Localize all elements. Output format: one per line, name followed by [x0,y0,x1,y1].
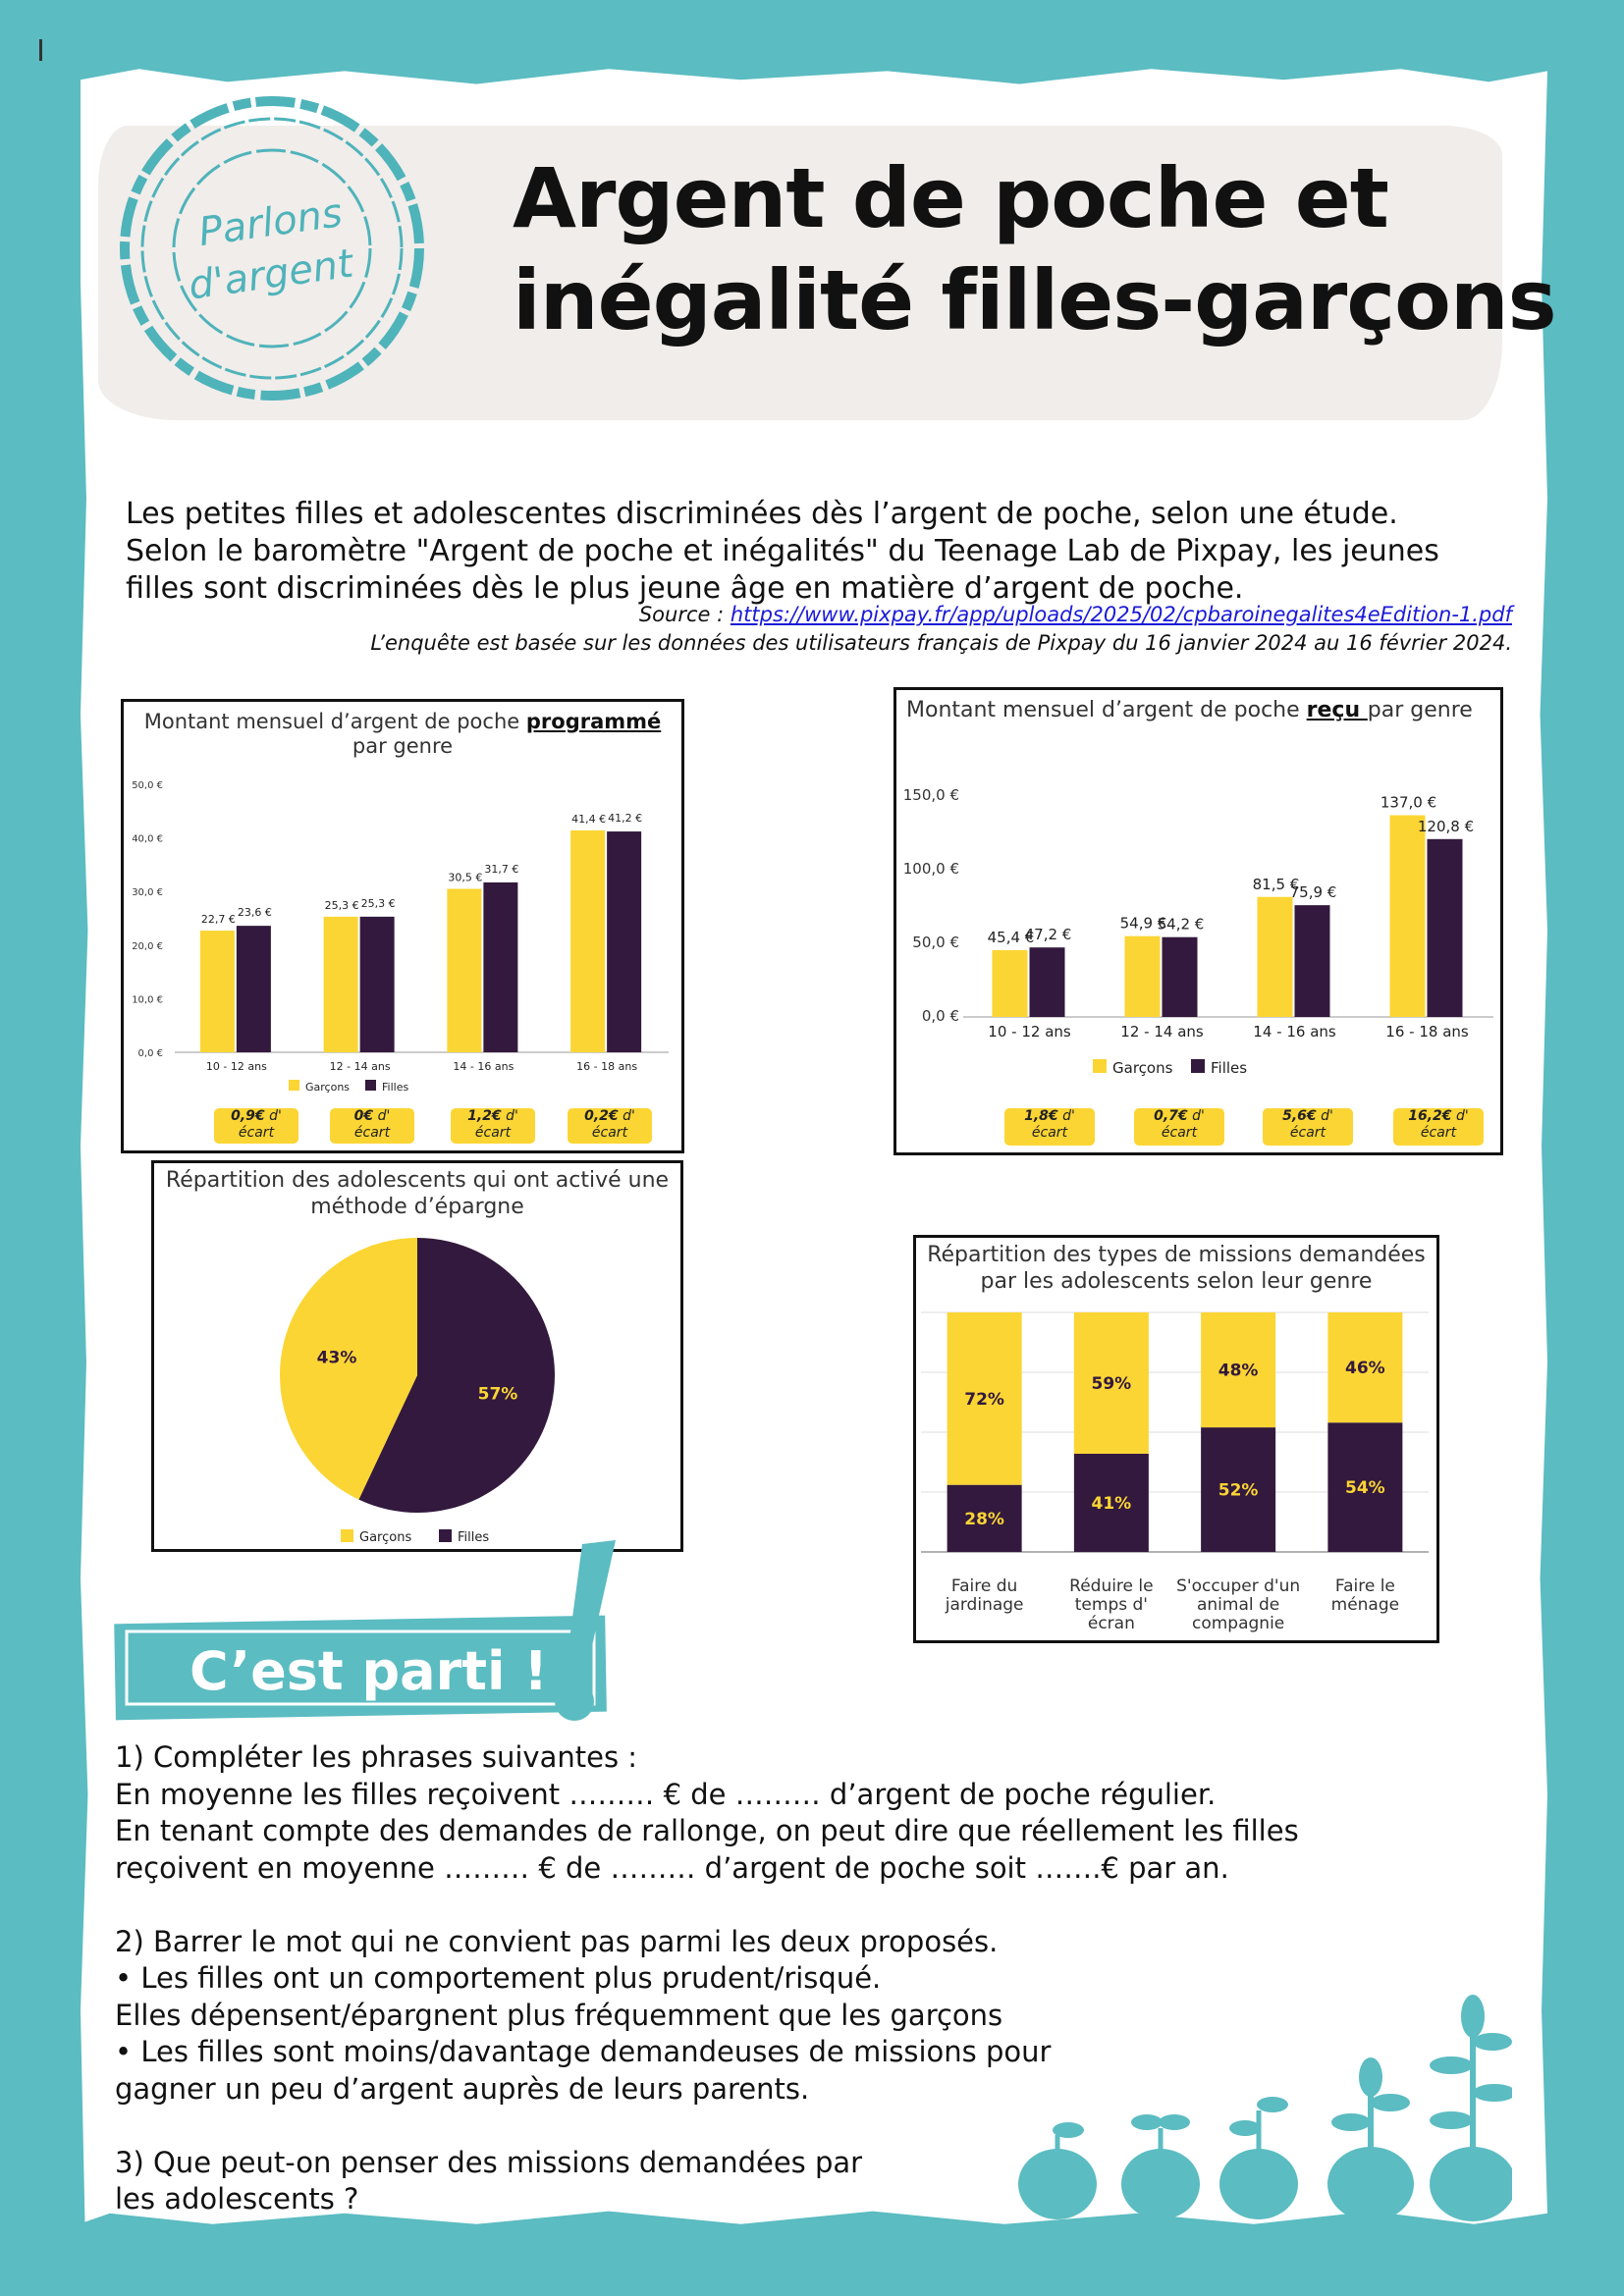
pie-slice-label: 43% [316,1348,357,1368]
x-tick-label: temps d' [1074,1595,1148,1615]
bar-filles [1295,905,1330,1017]
legend-label: Filles [458,1530,490,1545]
x-tick-label: Faire du [950,1576,1018,1596]
plants-decoration [1001,1983,1512,2228]
y-tick-label: 10,0 € [132,994,163,1006]
plant-pot-icon [1219,2097,1298,2219]
page-marker [39,39,42,61]
bar-value-label: 25,3 € [324,898,359,912]
y-tick-label: 20,0 € [132,940,163,952]
question-1-title: 1) Compléter les phrases suivantes : [115,1740,638,1774]
bar-filles [1163,937,1198,1017]
x-tick-label: 10 - 12 ans [205,1060,267,1073]
chart-programmed-plot [124,702,681,1150]
chart-received-plot [896,690,1500,1152]
bar-value-label: 41,2 € [608,812,643,826]
legend-label: Filles [1211,1059,1248,1077]
bar-garcons [1125,936,1161,1017]
question-1-line1: En moyenne les filles reçoivent ……… € de ……… d’argent de poche régulier. [115,1777,1217,1811]
legend-swatch-filles [1191,1059,1205,1073]
ecart-badge: 16,2€ d' écart [1393,1108,1484,1146]
question-2-line1: • Les filles ont un comportement plus prudent/risqué. [115,1961,882,1995]
y-tick-label: 150,0 € [902,786,959,804]
bar-value-label: 120,8 € [1417,817,1475,835]
bar-filles [483,882,517,1052]
ecart-badge: 1,8€ d' écart [1004,1108,1095,1146]
bar-value-label: 137,0 € [1380,793,1437,812]
survey-note: L’enquête est basée sur les données des utilisateurs français de Pixpay du 16 janvier 2024 au 16 février 2024. [370,631,1512,655]
question-2-line3: • Les filles sont moins/davantage demandeuses de missions pour [115,2035,1052,2068]
chart-received [893,687,1503,1155]
chart-programmed-title: Montant mensuel d’argent de poche programmé par genre [143,710,662,758]
x-tick-label: ménage [1330,1595,1400,1615]
x-tick-label: S'occuper d'un [1176,1576,1301,1596]
x-tick-label: 10 - 12 ans [988,1023,1071,1041]
parlons-dargent-stamp-logo [110,86,434,410]
intro-line1: Les petites filles et adolescentes discriminées dès l’argent de poche, selon une étude. [126,497,1398,531]
y-tick-label: 50,0 € [132,780,163,791]
bar-value-label: 23,6 € [237,906,272,920]
x-tick-label: Réduire le [1069,1576,1154,1596]
x-tick-label: 16 - 18 ans [576,1060,638,1073]
stacked-value-label: 48% [1218,1361,1259,1381]
stacked-value-label: 52% [1218,1480,1259,1501]
bar-value-label: 45,4 € [987,928,1035,946]
intro-text [126,496,1520,608]
y-tick-label: 0,0 € [137,1048,163,1059]
bar-filles [1030,947,1065,1017]
bar-filles [1428,839,1463,1017]
chart-savings-pie [151,1160,683,1552]
x-tick-label: 12 - 14 ans [1120,1023,1204,1041]
stacked-value-label: 41% [1091,1493,1132,1514]
chart-pie-title: Répartition des adolescents qui ont activé une méthode d’épargne [165,1168,670,1219]
x-tick-label: 12 - 14 ans [329,1060,391,1073]
x-tick-label: animal de [1196,1595,1280,1615]
cest-parti-banner [113,1536,623,1728]
chart-missions-title: Répartition des types de missions demandées par les adolescents selon leur genre [927,1243,1426,1294]
ecart-badge: 0,9€ d' écart [214,1108,298,1144]
question-1-line2: En tenant compte des demandes de rallonge, on peut dire que réellement les filles [115,1814,1299,1847]
x-tick-label: 14 - 16 ans [453,1060,514,1073]
banner-text: C’est parti ! [189,1640,548,1702]
plant-pot-icon [1018,2122,1097,2219]
plant-pot-icon [1430,1995,1512,2221]
exclamation-icon [567,1540,616,1664]
page-title [513,147,1556,351]
bar-filles [607,831,641,1052]
plant-pot-icon [1121,2114,1200,2219]
legend-label: Filles [382,1081,409,1094]
bar-value-label: 81,5 € [1252,875,1300,893]
bar-garcons [1258,897,1293,1017]
title-line1: Argent de poche et [513,150,1388,246]
source-label: Source : [638,603,731,626]
bar-garcons [570,830,605,1052]
x-tick-label: 16 - 18 ans [1385,1023,1469,1041]
y-tick-label: 30,0 € [132,887,163,899]
bar-value-label: 25,3 € [360,896,396,910]
x-tick-label: 14 - 16 ans [1253,1023,1336,1041]
bar-garcons [993,950,1028,1017]
legend-label: Garçons [305,1081,351,1094]
bar-filles [237,926,271,1052]
bar-garcons [447,888,481,1052]
bar-value-label: 47,2 € [1024,926,1072,944]
chart-missions-stacked [913,1235,1439,1643]
bar-value-label: 75,9 € [1289,883,1337,902]
x-tick-label: Faire le [1334,1576,1395,1596]
bar-garcons [200,931,235,1052]
legend-label: Garçons [359,1530,412,1545]
ecart-badge: 1,2€ d' écart [451,1108,535,1144]
question-3-line1: 3) Que peut-on penser des missions demandées par [115,2145,863,2179]
bar-garcons [1390,816,1426,1018]
x-tick-label: écran [1087,1614,1135,1633]
legend-label: Garçons [1112,1059,1173,1077]
source-block [370,601,1512,658]
intro-line2: Selon le baromètre "Argent de poche et inégalités" du Teenage Lab de Pixpay, les jeunes [126,534,1439,568]
stamp-line2: d'argent [186,240,356,309]
y-tick-label: 0,0 € [921,1007,959,1025]
stacked-value-label: 46% [1345,1359,1385,1379]
bar-value-label: 41,4 € [571,812,607,826]
ecart-badge: 0,2€ d' écart [568,1108,652,1144]
bar-value-label: 31,7 € [484,862,519,876]
chart-received-title: Montant mensuel d’argent de poche reçu par genre [906,698,1473,722]
ecart-badge: 0€ d' écart [330,1108,414,1144]
legend-swatch-filles [365,1080,376,1091]
bar-filles [360,917,395,1052]
legend-swatch-garcons [289,1080,299,1091]
title-line2: inégalité filles-garçons [513,252,1556,348]
question-1-line3: reçoivent en moyenne ……… € de ……… d’argent de poche soit …….€ par an. [115,1850,1229,1885]
stacked-value-label: 54% [1345,1478,1385,1499]
x-tick-label: jardinage [945,1595,1024,1615]
chart-programmed [121,699,684,1153]
question-2-title: 2) Barrer le mot qui ne convient pas parmi les deux proposés. [115,1924,999,1958]
pie-slice-label: 57% [477,1384,518,1405]
question-3-line2: les adolescents ? [115,2182,359,2216]
chart-pie-plot [154,1163,680,1549]
stamp-line1: Parlons [195,190,346,256]
x-tick-label: compagnie [1191,1614,1285,1633]
y-tick-label: 100,0 € [902,860,959,878]
question-2-line4: gagner un peu d’argent auprès de leurs parents. [115,2071,810,2106]
stacked-value-label: 72% [964,1389,1004,1410]
bar-value-label: 54,9 € [1119,914,1167,933]
source-link[interactable]: https://www.pixpay.fr/app/uploads/2025/02/cpbaroinegalites4eEdition-1.pdf [730,603,1512,626]
y-tick-label: 40,0 € [132,833,163,845]
ecart-badge: 0,7€ d' écart [1134,1108,1224,1146]
chart-missions-plot [916,1238,1436,1640]
plant-pot-icon [1327,2057,1414,2221]
stacked-value-label: 28% [964,1509,1004,1529]
legend-swatch-garcons [1093,1059,1107,1073]
stacked-value-label: 59% [1091,1373,1132,1394]
ecart-badge: 5,6€ d' écart [1263,1108,1353,1146]
intro-line3: filles sont discriminées dès le plus jeune âge en matière d’argent de poche. [126,571,1244,606]
question-2-line2: Elles dépensent/épargnent plus fréquemment que les garçons [115,1998,1003,2032]
bar-value-label: 30,5 € [448,871,483,884]
y-tick-label: 50,0 € [912,934,959,951]
bar-value-label: 54,2 € [1157,915,1205,934]
bar-garcons [324,917,358,1052]
bar-value-label: 22,7 € [200,913,236,927]
